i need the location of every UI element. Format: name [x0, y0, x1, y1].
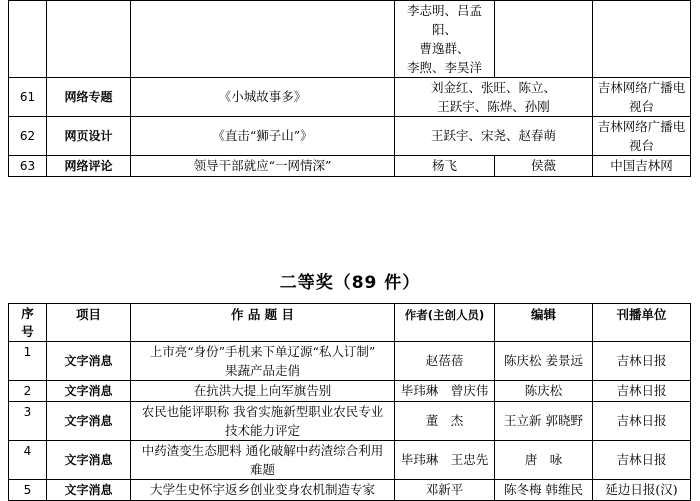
author-line: 王跃宇、陈烨、孙刚	[437, 99, 550, 114]
title-line: 果蔬产品走俏	[224, 363, 300, 378]
cell-type	[47, 1, 131, 78]
table-row	[9, 1, 691, 78]
cell-type: 网页设计	[47, 117, 131, 156]
cell-type: 文字消息	[47, 381, 131, 402]
publisher-line: 视台	[628, 99, 654, 114]
cell-title: 大学生史怀宇返乡创业变身农机制造专家	[131, 480, 395, 501]
cell-no: 61	[9, 78, 47, 117]
table-row	[9, 402, 691, 441]
top-awards-table	[8, 0, 691, 177]
header-row	[9, 304, 691, 342]
publisher-line: 视台	[628, 138, 654, 153]
cell-authors: 杨飞	[395, 156, 495, 177]
title-line: 技术能力评定	[224, 423, 300, 438]
cell-editor: 陈庆松	[495, 381, 593, 402]
header-no: 序 号	[9, 304, 47, 342]
title-line: 难题	[249, 462, 275, 477]
header-publisher: 刊播单位	[593, 304, 691, 342]
cell-no: 62	[9, 117, 47, 156]
cell-no: 63	[9, 156, 47, 177]
cell-type: 文字消息	[47, 342, 131, 381]
cell-publisher	[593, 117, 691, 156]
table-row	[9, 342, 691, 381]
header-author: 作者(主创人员)	[395, 304, 495, 342]
cell-title	[131, 441, 395, 480]
cell-editor: 王立新 郭晓野	[495, 402, 593, 441]
second-prize-table	[8, 303, 691, 501]
cell-title	[131, 402, 395, 441]
cell-publisher: 吉林日报	[593, 381, 691, 402]
title-line: 中药渣变生态肥料 通化破解中药渣综合利用	[141, 443, 384, 458]
cell-author: 毕玮琳 曾庆伟	[395, 381, 495, 402]
section-title: 二等奖（89 件）	[279, 273, 421, 293]
cell-title	[131, 342, 395, 381]
cell-author: 毕玮琳 王忠先	[395, 441, 495, 480]
cell-type: 网络评论	[47, 156, 131, 177]
cell-authors	[395, 78, 593, 117]
author-line: 李志明、吕孟阳、	[406, 3, 482, 37]
cell-title: 《小城故事多》	[131, 78, 395, 117]
cell-no	[9, 1, 47, 78]
cell-no: 1	[9, 342, 47, 381]
table-row	[9, 78, 691, 117]
cell-publisher: 吉林日报	[593, 402, 691, 441]
header-type: 项目	[47, 304, 131, 342]
cell-publisher: 中国吉林网	[593, 156, 691, 177]
table-row	[9, 441, 691, 480]
cell-title: 领导干部就应“一网情深”	[131, 156, 395, 177]
cell-title: 《直击“狮子山”》	[131, 117, 395, 156]
cell-title: 在抗洪大提上向军旗告别	[131, 381, 395, 402]
cell-no: 4	[9, 441, 47, 480]
cell-editor: 唐 咏	[495, 441, 593, 480]
table-row	[9, 381, 691, 402]
table-row	[9, 480, 691, 501]
table-row	[9, 156, 691, 177]
cell-publisher: 吉林日报	[593, 441, 691, 480]
cell-author: 董 杰	[395, 402, 495, 441]
author-line: 刘金红、张旺、陈立、	[430, 80, 556, 95]
cell-publisher: 吉林日报	[593, 342, 691, 381]
cell-editor: 陈冬梅 韩维民	[495, 480, 593, 501]
cell-editor: 侯薇	[495, 156, 593, 177]
cell-no: 2	[9, 381, 47, 402]
cell-no: 3	[9, 402, 47, 441]
cell-publisher	[593, 1, 691, 78]
cell-authors: 王跃宇、宋尧、赵春萌	[395, 117, 593, 156]
cell-no: 5	[9, 480, 47, 501]
cell-author: 邓新平	[395, 480, 495, 501]
cell-editor: 陈庆松 姜景远	[495, 342, 593, 381]
cell-authors	[395, 1, 495, 78]
publisher-line: 吉林网络广播电	[597, 119, 686, 134]
cell-type: 文字消息	[47, 441, 131, 480]
cell-publisher	[593, 78, 691, 117]
cell-type: 文字消息	[47, 480, 131, 501]
author-line: 李煦、李昊洋	[406, 60, 482, 75]
cell-author: 赵蓓蓓	[395, 342, 495, 381]
header-title: 作 品 题 目	[131, 304, 395, 342]
cell-type: 文字消息	[47, 402, 131, 441]
header-editor: 编辑	[495, 304, 593, 342]
cell-type: 网络专题	[47, 78, 131, 117]
cell-editor	[495, 1, 593, 78]
cell-publisher: 延边日报(汉)	[593, 480, 691, 501]
title-line: 农民也能评职称 我省实施新型职业农民专业	[141, 404, 384, 419]
publisher-line: 吉林网络广播电	[597, 80, 686, 95]
cell-title	[131, 1, 395, 78]
table-row	[9, 117, 691, 156]
author-line: 曹逸群、	[419, 41, 470, 56]
title-line: 上市亮“身份”手机来下单辽源“私人订制”	[149, 344, 376, 359]
